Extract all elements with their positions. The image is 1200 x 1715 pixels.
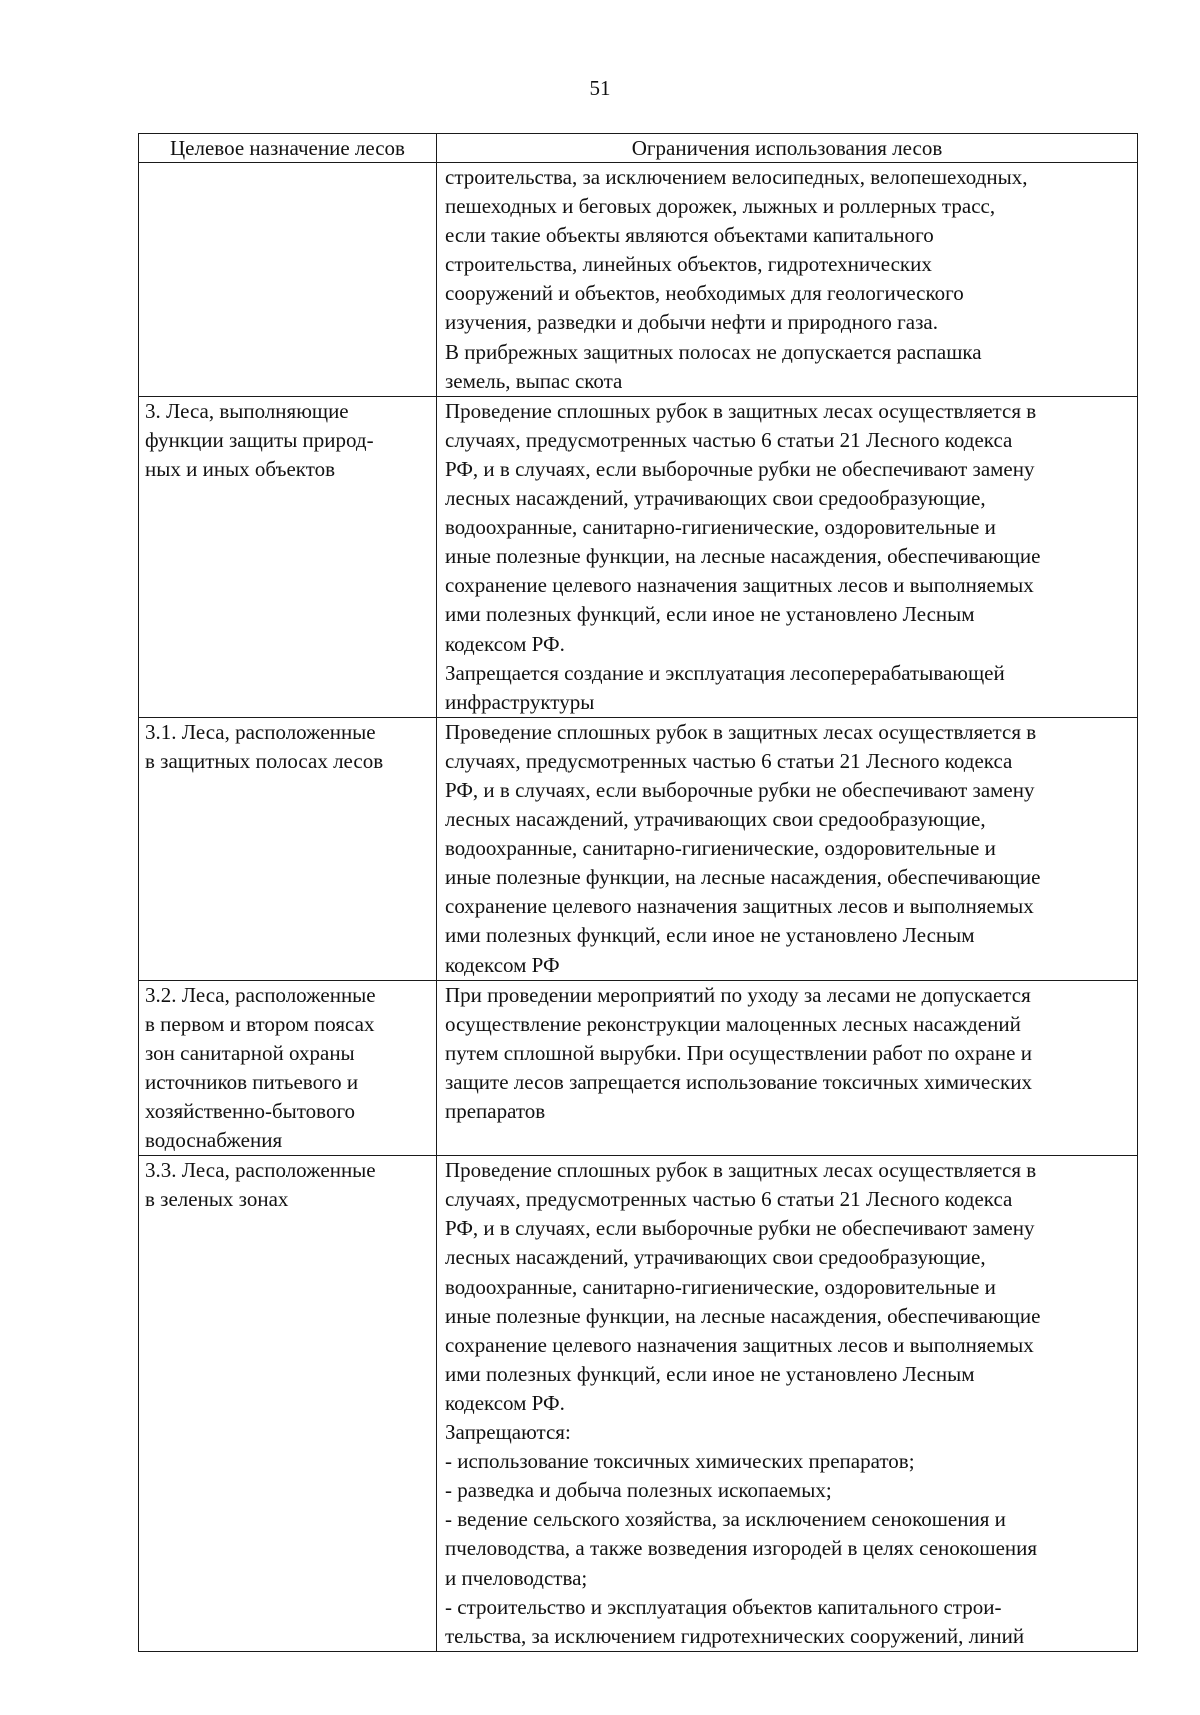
purpose-line: 3. Леса, выполняющие — [145, 398, 349, 423]
restriction-line: осуществление реконструкции малоценных лесных насаждений — [445, 1011, 1021, 1036]
restriction-line: Запрещается создание и эксплуатация лесоперерабатывающей — [445, 660, 1005, 685]
page-number: 51 — [589, 76, 611, 100]
purpose-line: 3.2. Леса, расположенные — [145, 982, 376, 1007]
restriction-line: случаях, предусмотренных частью 6 статьи 21 Лесного кодекса — [445, 427, 1013, 452]
restriction-line: изучения, разведки и добычи нефти и природного газа. — [445, 310, 938, 335]
restriction-line: кодексом РФ. — [445, 631, 565, 656]
restriction-line: - использование токсичных химических препаратов; — [445, 1449, 915, 1474]
restriction-line: В прибрежных защитных полосах не допускается распашка — [445, 339, 982, 364]
cell-forest-purpose — [139, 980, 437, 1156]
restriction-line: кодексом РФ — [445, 952, 560, 977]
purpose-line: зон санитарной охраны — [145, 1040, 355, 1065]
restriction-line: При проведении мероприятий по уходу за лесами не допускается — [445, 982, 1031, 1007]
restriction-line: случаях, предусмотренных частью 6 статьи 21 Лесного кодекса — [445, 748, 1013, 773]
cell-usage-restrictions — [437, 1156, 1138, 1652]
table-row — [139, 163, 1138, 397]
restriction-line: РФ, и в случаях, если выборочные рубки не обеспечивают замену — [445, 777, 1035, 802]
restriction-line: Запрещаются: — [445, 1420, 571, 1445]
restriction-line: лесных насаждений, утрачивающих свои средообразующие, — [445, 486, 986, 511]
cell-forest-purpose — [139, 717, 437, 980]
purpose-line: хозяйственно-бытового — [145, 1099, 356, 1123]
restriction-line: земель, выпас скота — [445, 368, 623, 393]
restriction-line: иные полезные функции, на лесные насаждения, обеспечивающие — [445, 865, 1041, 890]
purpose-line: ных и иных объектов — [145, 456, 336, 481]
cell-usage-restrictions — [437, 396, 1138, 717]
purpose-line: функции защиты природ- — [145, 427, 374, 452]
restriction-line: сохранение целевого назначения защитных лесов и выполняемых — [445, 894, 1034, 919]
restriction-line: инфраструктуры — [445, 689, 595, 714]
restriction-line: строительства, линейных объектов, гидротехнических — [445, 252, 932, 277]
restriction-line: водоохранные, санитарно-гигиенические, оздоровительные и — [445, 515, 996, 540]
purpose-line: 3.1. Леса, расположенные — [145, 719, 376, 744]
header-usage-restrictions: Ограничения использования лесов — [437, 134, 1138, 163]
restriction-line: РФ, и в случаях, если выборочные рубки не обеспечивают замену — [445, 456, 1035, 481]
restriction-line: водоохранные, санитарно-гигиенические, оздоровительные и — [445, 1274, 996, 1299]
table-row — [139, 396, 1138, 717]
restriction-line: защите лесов запрещается использование токсичных химических — [445, 1069, 1032, 1094]
cell-usage-restrictions — [437, 717, 1138, 980]
purpose-line: в защитных полосах лесов — [145, 748, 384, 773]
restriction-line: сохранение целевого назначения защитных лесов и выполняемых — [445, 1332, 1034, 1357]
restriction-line: иные полезные функции, на лесные насаждения, обеспечивающие — [445, 1303, 1041, 1328]
header-forest-purpose: Целевое назначение лесов — [139, 134, 437, 163]
restriction-line: РФ, и в случаях, если выборочные рубки не обеспечивают замену — [445, 1216, 1035, 1241]
cell-usage-restrictions — [437, 980, 1138, 1156]
restriction-line: - ведение сельского хозяйства, за исключением сенокошения и — [445, 1507, 1006, 1532]
cell-forest-purpose — [139, 163, 437, 397]
restriction-line: лесных насаждений, утрачивающих свои средообразующие, — [445, 1245, 986, 1270]
restriction-line: пешеходных и беговых дорожек, лыжных и роллерных трасс, — [445, 194, 996, 219]
purpose-line: 3.3. Леса, расположенные — [145, 1158, 376, 1183]
forest-restrictions-table — [138, 133, 1138, 1652]
table-row — [139, 1156, 1138, 1652]
restriction-line: сооружений и объектов, необходимых для геологического — [445, 281, 964, 306]
cell-forest-purpose — [139, 1156, 437, 1652]
cell-forest-purpose — [139, 396, 437, 717]
restriction-line: лесных насаждений, утрачивающих свои средообразующие, — [445, 807, 986, 832]
restriction-line: иные полезные функции, на лесные насаждения, обеспечивающие — [445, 544, 1041, 569]
restriction-line: строительства, за исключением велосипедных, велопешеходных, — [445, 165, 1028, 189]
restriction-line: Проведение сплошных рубок в защитных лесах осуществляется в — [445, 398, 1037, 423]
restriction-line: кодексом РФ. — [445, 1390, 565, 1415]
restriction-line: водоохранные, санитарно-гигиенические, оздоровительные и — [445, 836, 996, 861]
restriction-line: Проведение сплошных рубок в защитных лесах осуществляется в — [445, 1158, 1037, 1183]
cell-usage-restrictions — [437, 163, 1138, 397]
restriction-line: и пчеловодства; — [445, 1565, 588, 1590]
restriction-line: тельства, за исключением гидротехнических сооружений, линий — [445, 1623, 1025, 1648]
restriction-line: ими полезных функций, если иное не установлено Лесным — [445, 602, 975, 627]
restriction-line: препаратов — [445, 1099, 546, 1123]
restriction-line: ими полезных функций, если иное не установлено Лесным — [445, 1361, 975, 1386]
purpose-line: источников питьевого и — [145, 1069, 359, 1094]
table-body — [139, 163, 1138, 1652]
restriction-line: случаях, предусмотренных частью 6 статьи 21 Лесного кодекса — [445, 1187, 1013, 1212]
restriction-line: - разведка и добыча полезных ископаемых; — [445, 1478, 832, 1503]
restriction-line: если такие объекты являются объектами капитального — [445, 223, 934, 248]
purpose-line: водоснабжения — [145, 1128, 283, 1153]
table-row — [139, 980, 1138, 1156]
purpose-line: в зеленых зонах — [145, 1187, 289, 1212]
purpose-line: в первом и втором поясах — [145, 1011, 375, 1036]
restriction-line: сохранение целевого назначения защитных лесов и выполняемых — [445, 573, 1034, 598]
table-row — [139, 717, 1138, 980]
restriction-line: - строительство и эксплуатация объектов капитального строи- — [445, 1594, 1002, 1619]
restriction-line: Проведение сплошных рубок в защитных лесах осуществляется в — [445, 719, 1037, 744]
restriction-line: ими полезных функций, если иное не установлено Лесным — [445, 923, 975, 948]
restriction-line: путем сплошной вырубки. При осуществлении работ по охране и — [445, 1040, 1032, 1065]
table-header-row — [139, 134, 1138, 163]
restriction-line: пчеловодства, а также возведения изгородей в целях сенокошения — [445, 1536, 1038, 1561]
